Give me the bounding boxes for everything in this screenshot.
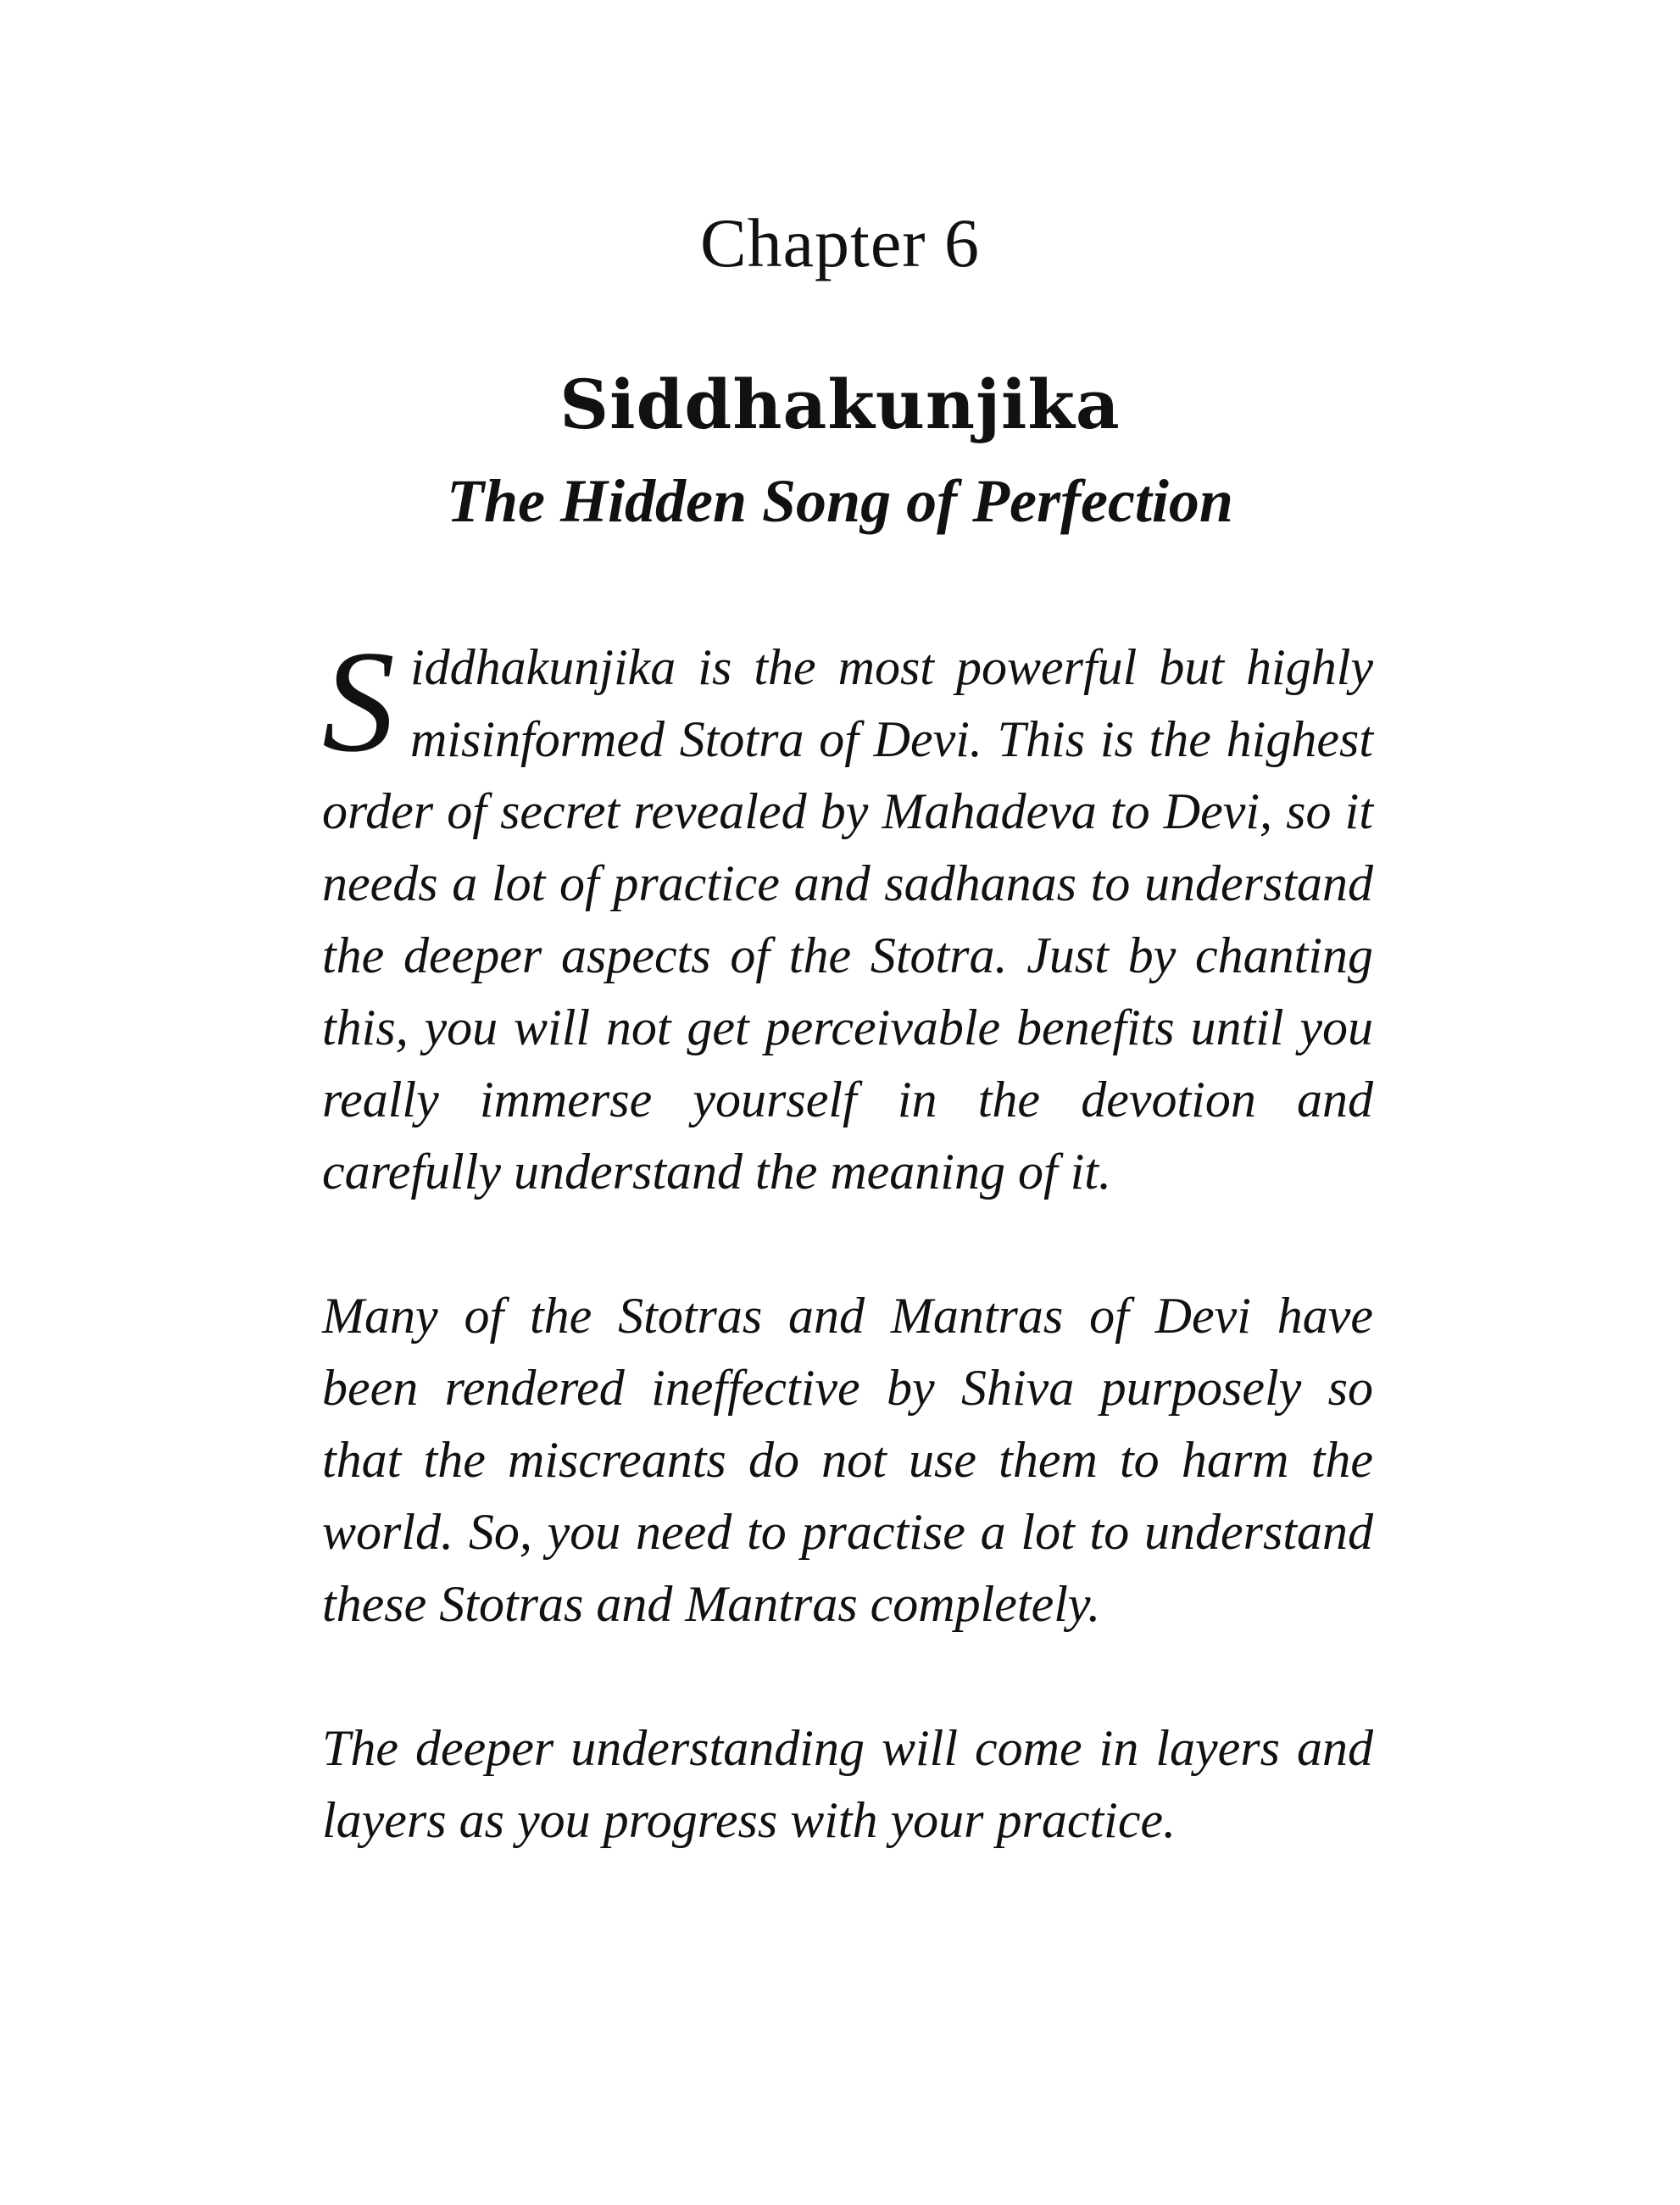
chapter-title: Siddhakunjika: [559, 365, 1121, 444]
body-paragraph-3: The deeper understanding will come in layers and layers as you progress with your practice.: [322, 1720, 1373, 1848]
body-paragraph-2: Many of the Stotras and Mantras of Devi have been rendered ineffective by Shiva purposely so that the miscreants do not use them to harm the world. So, you need to practise a lot to understand these Stotras and Mantras completely.: [322, 1288, 1373, 1632]
chapter-number-heading: Chapter 6: [699, 204, 981, 281]
body-paragraph-1-text: iddhakunjika is the most powerful but highly misinformed Stotra of Devi. This is the highest order of secret revealed by Mahadeva to Devi, so it needs a lot of practice and sadhanas to understand the deeper aspects of the Stotra. Just by chanting this, you will not get perceivable benefits until you really immerse yourself in the devotion and carefully understand the meaning of it.: [322, 639, 1373, 1200]
body-paragraph-1: [322, 621, 1373, 1208]
chapter-body: [322, 621, 1373, 1929]
chapter-subtitle: The Hidden Song of Perfection: [447, 467, 1233, 535]
drop-cap: S: [322, 621, 395, 782]
